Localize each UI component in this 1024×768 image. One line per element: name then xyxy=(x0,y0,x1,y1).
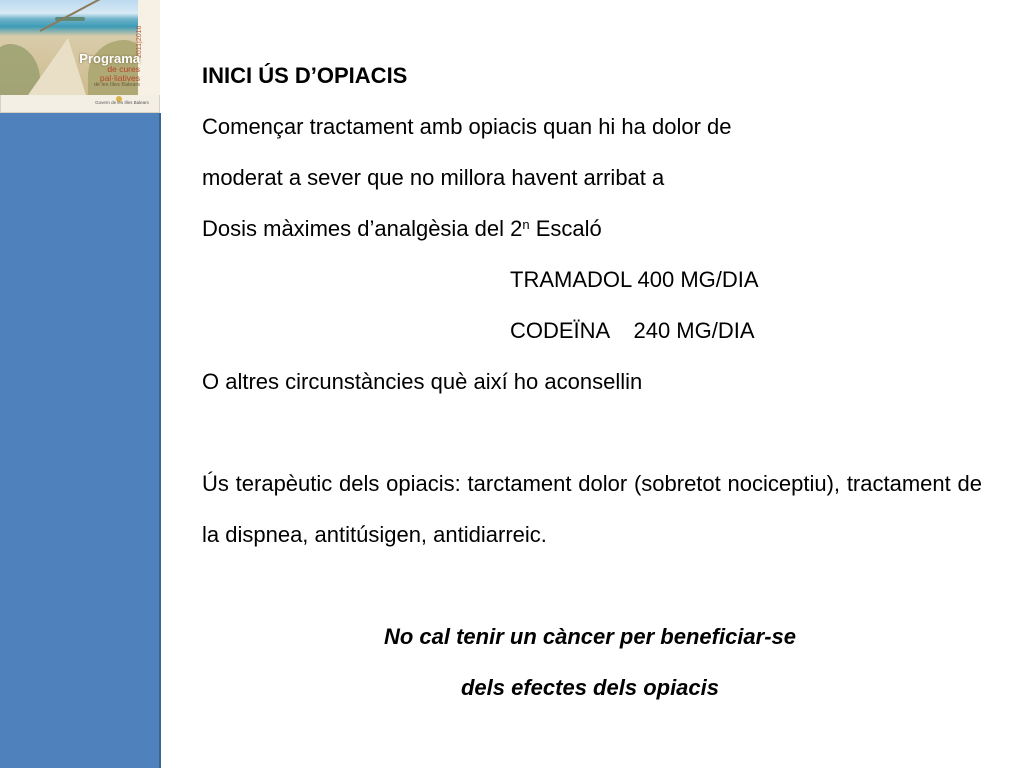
therapeutic-use-paragraph: Ús terapèutic dels opiacis: tarctament dolor (sobretot nociceptiu), tractament de la dispnea, antitúsigen, antidiarreic. xyxy=(202,471,982,547)
rope-line xyxy=(40,0,103,32)
drug-tramadol: TRAMADOL 400 MG/DIA xyxy=(510,267,759,292)
slide-heading: INICI ÚS D’OPIACIS xyxy=(202,63,408,88)
drug-codeine: CODEÏNA 240 MG/DIA xyxy=(510,318,755,343)
intro-line-2: moderat a sever que no millora havent arribat a xyxy=(202,165,665,190)
sidebar xyxy=(0,0,161,768)
intro-line-1: Començar tractament amb opiacis quan hi ha dolor de xyxy=(202,114,732,139)
dose-line-superscript: n xyxy=(522,217,530,232)
cover-title xyxy=(66,52,140,89)
cover-title-line3: de les Illes Balears xyxy=(93,82,140,88)
brochure-cover-image xyxy=(0,0,160,113)
cover-years: 2011|2016 xyxy=(136,25,143,58)
cover-title-line2: de cures pal·liatives xyxy=(99,64,140,83)
cover-footer: Govern de les Illes Balears xyxy=(95,100,149,105)
dose-line xyxy=(202,203,602,254)
sidebar-blue-band xyxy=(0,113,161,768)
dose-line-text: Dosis màximes d’analgèsia del 2 xyxy=(202,216,523,241)
other-circumstances: O altres circunstàncies què així ho aconsellin xyxy=(202,369,643,394)
closing-line-1: No cal tenir un càncer per beneficiar-se xyxy=(383,624,797,649)
cover-title-line1: Programa xyxy=(79,51,140,66)
dose-line-suffix: Escaló xyxy=(529,216,602,241)
closing-line-2: dels efectes dels opiacis xyxy=(460,675,720,700)
